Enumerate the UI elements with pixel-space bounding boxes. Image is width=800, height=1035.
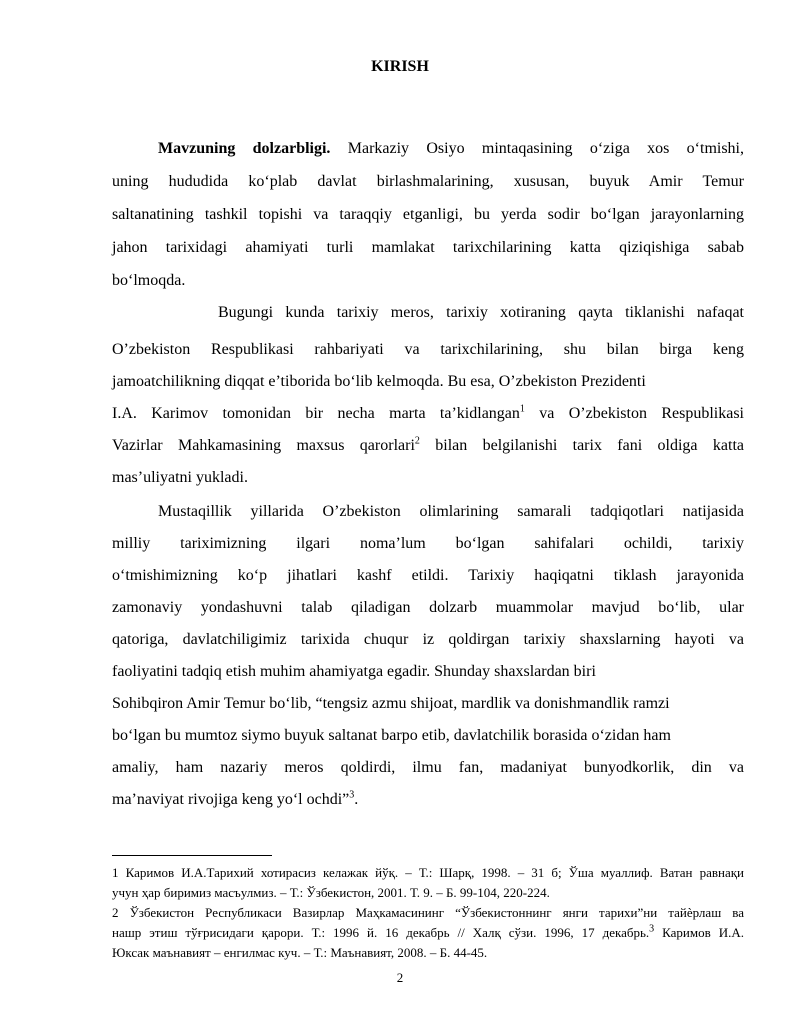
paragraph-3-line-8: bo‘lgan bu mumtoz siymo buyuk saltanat barpo etib, davlatchilik borasida o‘zidan ham <box>112 727 671 744</box>
paragraph-3-line-9: amaliy, ham nazariy meros qoldirdi, ilmu fan, madaniyat bunyodkorlik, din va <box>112 759 744 776</box>
paragraph-2-line-3: jamoatchilikning diqqat e’tiborida bo‘lib kelmoqda. Bu esa, O’zbekiston Prezidenti <box>112 373 646 390</box>
footnote-3-line-2: Юксак маънавият – енгилмас куч. – Т.: Маънавият, 2008. – Б. 44-45. <box>112 945 488 960</box>
paragraph-2-line-1: Bugungi kunda tarixiy meros, tarixiy xotiraning qayta tiklanishi nafaqat <box>218 304 744 321</box>
paragraph-text: bilan belgilanishi tarix fani oldiga katta <box>419 437 744 454</box>
paragraph-text: Vazirlar Mahkamasining maxsus qarorlari <box>112 437 415 454</box>
footnote-1-line-1: 1 Каримов И.А.Тарихий хотирасиз келажак йўқ. – Т.: Шарқ, 1998. – 31 б; Ўша муаллиф. Ватан равнақи <box>112 865 744 880</box>
paragraph-2-line-2: O’zbekiston Respublikasi rahbariyati va tarixchilarining, shu bilan birga keng <box>112 341 744 358</box>
footnote-2-line-2 <box>112 924 744 942</box>
paragraph-text: ma’naviyat rivojiga keng yo‘l ochdi” <box>112 791 350 808</box>
footnote-ref-3[interactable]: 3 <box>349 789 355 801</box>
paragraph-text: . <box>354 791 359 808</box>
footnote-1-line-2: учун ҳар биримиз масъулмиз. – Т.: Ўзбекистон, 2001. Т. 9. – Б. 99-104, 220-224. <box>112 885 550 900</box>
paragraph-1-line-5: bo‘lmoqda. <box>112 272 186 289</box>
footnote-3-marker: 3 <box>649 923 655 935</box>
paragraph-1-line-3: saltanatining tashkil topishi va taraqqiy etganligi, bu yerda sodir bo‘lgan jarayonlarning <box>112 206 744 223</box>
paragraph-text: I.A. Karimov tomonidan bir necha marta ta’kidlangan <box>112 405 520 422</box>
footnote-separator <box>112 855 272 856</box>
paragraph-2-line-5 <box>112 436 744 456</box>
paragraph-2-line-6: mas’uliyatni yukladi. <box>112 469 248 486</box>
footnote-text: Каримов И.А. <box>654 925 744 940</box>
paragraph-3-line-4: zamonaviy yondashuvni talab qiladigan dolzarb muammolar mavjud bo‘lib, ular <box>112 599 744 616</box>
footnote-ref-2[interactable]: 2 <box>414 435 420 447</box>
paragraph-text: va O’zbekiston Respublikasi <box>524 405 744 422</box>
paragraph-3-line-3: o‘tmishimizning ko‘p jihatlari kashf etildi. Tarixiy haqiqatni tiklash jarayonida <box>112 567 744 584</box>
paragraph-1-line-4: jahon tarixidagi ahamiyati turli mamlakat tarixchilarining katta qiziqishiga sabab <box>112 239 744 256</box>
paragraph-3-line-1: Mustaqillik yillarida O’zbekiston olimlarining samarali tadqiqotlari natijasida <box>158 503 744 520</box>
paragraph-3-line-5: qatoriga, davlatchiligimiz tarixida chuqur iz qoldirgan tarixiy shaxslarning hayoti va <box>112 631 744 648</box>
footnote-2-line-1: 2 Ўзбекистон Республикаси Вазирлар Маҳкамасининг “Ўзбекистоннинг янги тарихи”ни тайѐрлаш ва <box>112 905 744 920</box>
paragraph-3-line-10 <box>112 790 744 810</box>
paragraph-3-line-6: faoliyatini tadqiq etish muhim ahamiyatga egadir. Shunday shaxslardan biri <box>112 663 596 680</box>
paragraph-2-line-4 <box>112 404 744 424</box>
paragraph-3-line-7: Sohibqiron Amir Temur bo‘lib, “tengsiz azmu shijoat, mardlik va donishmandlik ramzi <box>112 695 670 712</box>
section-heading-inline: Mavzuning dolzarbligi. <box>158 140 331 157</box>
footnote-ref-1[interactable]: 1 <box>519 403 525 415</box>
footnote-text: нашр этиш тўғрисидаги қарори. Т.: 1996 й. 16 декабрь // Халқ сўзи. 1996, 17 декабрь. <box>112 925 650 940</box>
page-number: 2 <box>396 970 404 985</box>
paragraph-3-line-2: milliy tariximizning ilgari noma’lum bo‘lgan sahifalari ochildi, tarixiy <box>112 535 744 552</box>
paragraph-1-line-2: uning hududida ko‘plab davlat birlashmalarining, xususan, buyuk Amir Temur <box>112 173 744 190</box>
paragraph-text: Markaziy Osiyo mintaqasining o‘ziga xos o‘tmishi, <box>347 140 745 157</box>
paragraph-1-line-1 <box>158 139 744 159</box>
page-title: KIRISH <box>371 58 429 75</box>
